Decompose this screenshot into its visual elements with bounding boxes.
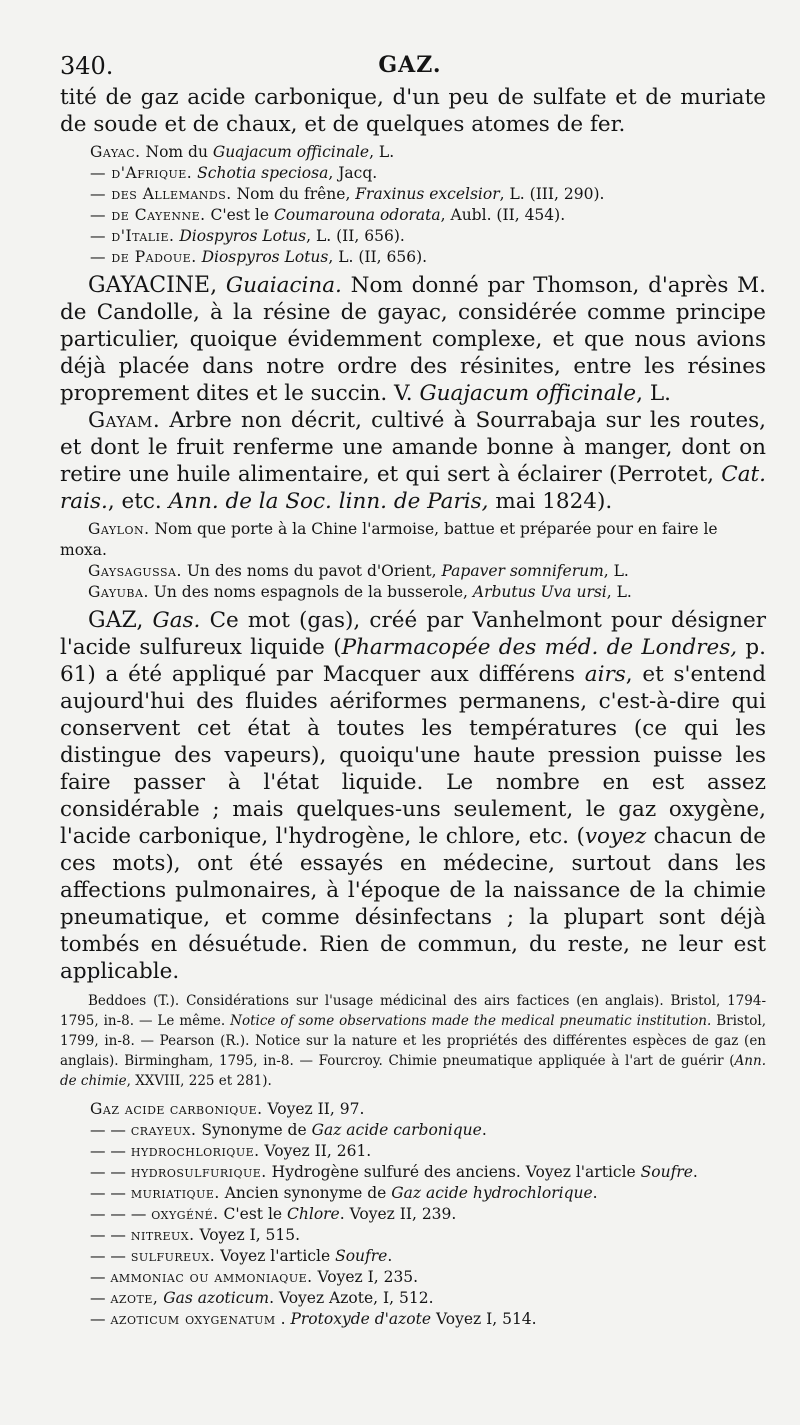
gaz-subentry-3: — — hydrochlorique. Voyez II, 261. [90, 1142, 372, 1160]
gayac-entry-1: Gayac. Nom du Guajacum officinale, L. [90, 143, 395, 161]
gayac-entry-4: — de Cayenne. C'est le Coumarouna odorata, Aubl. (II, 454). [90, 206, 566, 224]
gayac-entry-6: — de Padoue. Diospyros Lotus, L. (II, 656). [90, 248, 428, 266]
gaz-subentry-4: — — hydrosulfurique. Hydrogène sulfuré des anciens. Voyez l'article Soufre. [90, 1163, 698, 1181]
gayam-entry: Gayam. Arbre non décrit, cultivé à Sourrabaja sur les routes, et dont le fruit renferme une amande bonne à manger, dont on retire une huile alimentaire, et qui sert à éclairer (Perrotet, Cat. rais., etc. Ann. de la Soc. linn. de Paris, mai 1824). [60, 408, 766, 514]
gayac-entry-2: — d'Afrique. Schotia speciosa, Jacq. [90, 164, 378, 182]
gaz-subentry-1: Gaz acide carbonique. Voyez II, 97. [90, 1100, 365, 1118]
gayac-entries [60, 142, 766, 268]
page-header [60, 52, 760, 82]
gaz-subentry-2: — — crayeux. Synonyme de Gaz acide carbonique. [90, 1121, 487, 1139]
gaz-subentry-9: — ammoniac ou ammoniaque. Voyez I, 235. [90, 1268, 419, 1286]
main-text-column [60, 84, 766, 1330]
gaz-subentry-6: — — — oxygéné. C'est le Chlore. Voyez II, 239. [90, 1205, 457, 1223]
gaz-subentry-5: — — muriatique. Ancien synonyme de Gaz acide hydrochlorique. [90, 1184, 598, 1202]
gayam-headword: Gayam. [88, 408, 161, 433]
gaz-headword: GAZ, [88, 608, 144, 633]
gaz-subentries [60, 1099, 766, 1330]
running-title: GAZ. [378, 52, 442, 78]
gaysagussa-entry: Gaysagussa. Un des noms du pavot d'Orient, Papaver somniferum, L. [88, 562, 629, 580]
gaz-subentry-7: — — nitreux. Voyez I, 515. [90, 1226, 301, 1244]
gaylon-entry: Gaylon. Nom que porte à la Chine l'armoise, battue et préparée pour en faire le moxa. [60, 520, 718, 559]
gaz-subentry-10: — azote, Gas azoticum. Voyez Azote, I, 512. [90, 1289, 434, 1307]
gaz-subentry-8: — — sulfureux. Voyez l'article Soufre. [90, 1247, 393, 1265]
gaz-subentry-11: — azoticum oxygenatum . Protoxyde d'azote Voyez I, 514. [90, 1310, 537, 1328]
page-number: 340. [60, 52, 114, 80]
intro-paragraph: tité de gaz acide carbonique, d'un peu de sulfate et de muriate de soude et de chaux, et de quelques atomes de fer. [60, 85, 766, 137]
small-entries [60, 519, 766, 603]
gayac-entry-5: — d'Italie. Diospyros Lotus, L. (II, 656). [90, 227, 405, 245]
gayacine-headword: GAYACINE, [88, 273, 218, 298]
gayacine-entry: GAYACINE, Guaiacina. Nom donné par Thomson, d'après M. de Candolle, à la résine de gayac, considérée comme principe particulier, quoique évidemment complexe, et que nous avions déjà placée dans notre ordre des résinites, entre les résines proprement dites et le succin. V. Guajacum officinale, L. [60, 273, 766, 406]
gayac-entry-3: — des Allemands. Nom du frêne, Fraxinus excelsior, L. (III, 290). [90, 185, 605, 203]
bibliography: Beddoes (T.). Considérations sur l'usage médicinal des airs factices (en anglais). Bristol, 1794-1795, in-8. — Le même. Notice of some observations made the medical pneumatic institution. Bristol, 1799, in-8. — Pearson (R.). Notice sur la nature et les propriétés des différentes espèces de gaz (en anglais). Birmingham, 1795, in-8. — Fourcroy. Chimie pneumatique appliquée à l'art de guérir (Ann. de chimie, XXVIII, 225 et 281). [60, 993, 767, 1089]
gaz-entry: GAZ, Gas. Ce mot (gas), créé par Vanhelmont pour désigner l'acide sulfureux liquide (Pharmacopée des méd. de Londres, p. 61) a été appliqué par Macquer aux différens airs, et s'entend aujourd'hui des fluides aériformes permanens, c'est-à-dire qui conservent cet état à toutes les températures (ce qui les distingue des vapeurs), quoiqu'une haute pression puisse les faire passer à l'état liquide. Le nombre en est assez considérable ; mais quelques-uns seulement, le gaz oxygène, l'acide carbonique, l'hydrogène, le chlore, etc. (voyez chacun de ces mots), ont été essayés en médecine, surtout dans les affections pulmonaires, à l'époque de la naissance de la chimie pneumatique, et comme désinfectans ; la plupart sont déjà tombés en désuétude. Rien de commun, du reste, ne leur est applicable. [60, 608, 767, 984]
gayuba-entry: Gayuba. Un des noms espagnols de la busserole, Arbutus Uva ursi, L. [88, 583, 632, 601]
